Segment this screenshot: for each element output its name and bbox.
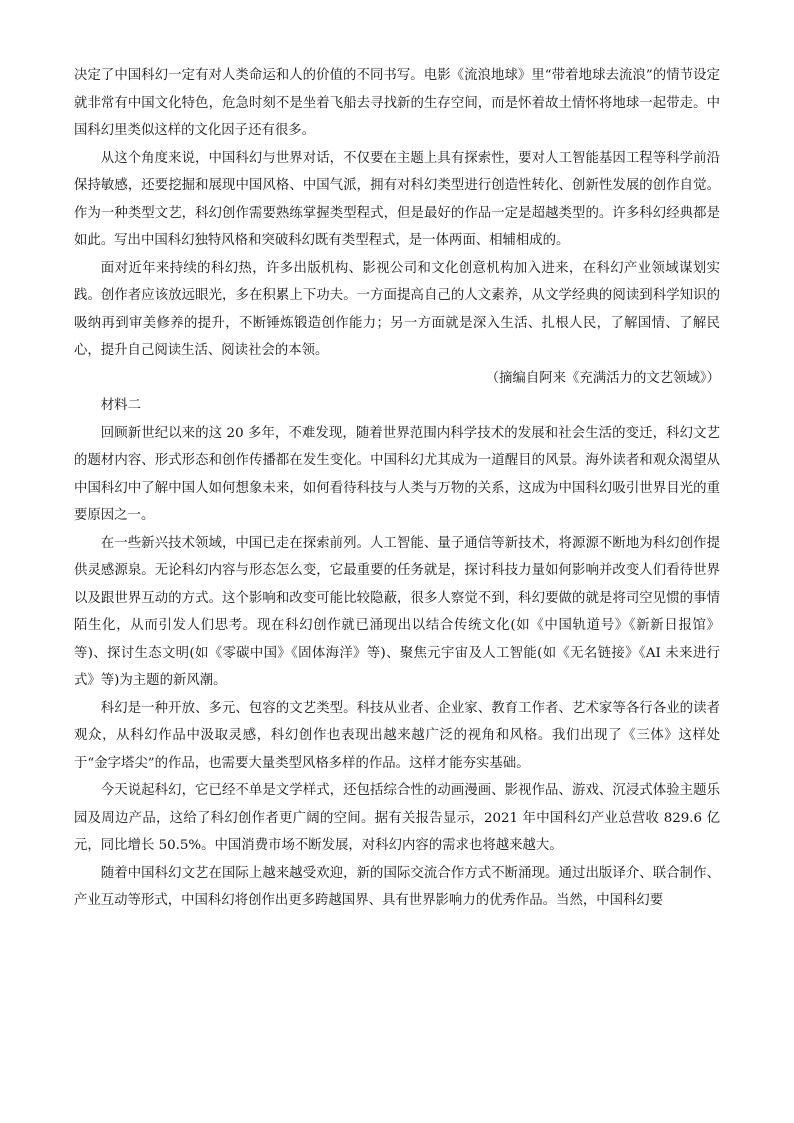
- document-page: [74, 62, 720, 915]
- paragraph-5: 在一些新兴技术领域，中国已走在探索前列。人工智能、量子通信等新技术，将源源不断地为科幻创作提供灵感源泉。无论科幻内容与形态怎么变，它最重要的任务就是，探讨科技力量如何影响并改变人们看待世界以及跟世界互动的方式。这个影响和改变可能比较隐蔽，很多人察觉不到，科幻要做的就是将司空见惯的事情陌生化，从而引发人们思考。现在科幻创作就已涌现出以结合传统文化(如《中国轨道号》《新新日报馆》等)、探讨生态文明(如《零碳中国》《固体海洋》等)、聚焦元宇宙及人工智能(如《无名链接》《AI 未来进行式》等)为主题的新风潮。: [74, 535, 720, 688]
- source-citation: （摘编自阿来《充满活力的文艺领域》）: [485, 370, 720, 386]
- paragraph-7: 今天说起科幻，它已经不单是文学样式，还包括综合性的动画漫画、影视作品、游戏、沉浸式体验主题乐园及周边产品，这给了科幻创作者更广阔的空间。据有关报告显示，2021 年中国科幻产业总营收 829.6 亿元，同比增长 50.5%。中国消费市场不断发展，对科幻内容的需求也将越来越大。: [74, 783, 720, 853]
- paragraph-1: 决定了中国科幻一定有对人类命运和人的价值的不同书写。电影《流浪地球》里“带着地球去流浪”的情节设定就非常有中国文化特色，危急时刻不是坐着飞船去寻找新的生存空间，而是怀着故土情怀将地球一起带走。中国科幻里类似这样的文化因子还有很多。: [74, 68, 720, 138]
- paragraph-8: 随着中国科幻文艺在国际上越来越受欢迎，新的国际交流合作方式不断涌现。通过出版译介、联合制作、产业互动等形式，中国科幻将创作出更多跨越国界、具有世界影响力的优秀作品。当然，中国科幻要: [74, 865, 720, 908]
- paragraph-4: 回顾新世纪以来的这 20 多年，不难发现，随着世界范围内科学技术的发展和社会生活的变迁，科幻文艺的题材内容、形式形态和创作传播都在发生变化。中国科幻尤其成为一道醒目的风景。海外读者和观众渴望从中国科幻中了解中国人如何想象未来，如何看待科技与人类与万物的关系，这成为中国科幻吸引世界目光的重要原因之一。: [74, 425, 720, 523]
- section-heading-material-2: 材料二: [100, 398, 141, 413]
- paragraph-2: 从这个角度来说，中国科幻与世界对话，不仅要在主题上具有探索性，要对人工智能基因工程等科学前沿保持敏感，还要挖掘和展现中国风格、中国气派，拥有对科幻类型进行创造性转化、创新性发展的创作自觉。作为一种类型文艺，科幻创作需要熟练掌握类型程式，但是最好的作品一定是超越类型的。许多科幻经典都是如此。写出中国科幻独特风格和突破科幻既有类型程式，是一体两面、相辅相成的。: [74, 150, 720, 248]
- paragraph-3: 面对近年来持续的科幻热，许多出版机构、影视公司和文化创意机构加入进来，在科幻产业领域谋划实践。创作者应该放远眼光，多在积累上下功夫。一方面提高自己的人文素养，从文学经典的阅读到科学知识的吸纳再到审美修养的提升，不断锤炼锻造创作能力；另一方面就是深入生活、扎根人民，了解国情、了解民心，提升自己阅读生活、阅读社会的本领。: [74, 260, 720, 358]
- paragraph-6: 科幻是一种开放、多元、包容的文艺类型。科技从业者、企业家、教育工作者、艺术家等各行各业的读者观众，从科幻作品中汲取灵感，科幻创作也表现出越来越广泛的视角和风格。我们出现了《三体》这样处于“金字塔尖”的作品，也需要大量类型风格多样的作品。这样才能夯实基础。: [74, 700, 720, 771]
